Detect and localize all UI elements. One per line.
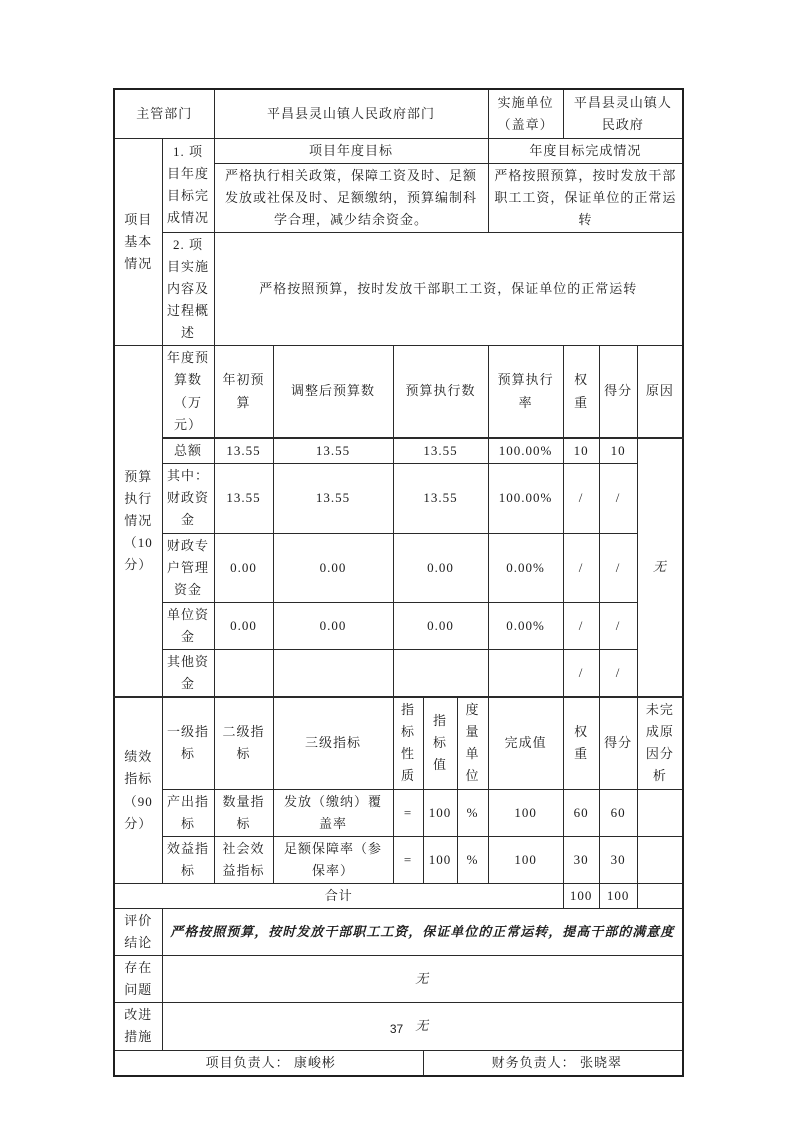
- performance-total-row: [114, 883, 683, 908]
- perf-reason: [637, 836, 683, 883]
- budget-row-label: 总额: [162, 438, 214, 464]
- budget-col-adjusted: 调整后预算数: [273, 346, 393, 438]
- budget-score: /: [599, 602, 637, 649]
- perf-col-reason: 未完成原因分析: [637, 697, 683, 789]
- perf-level3: 足额保障率（参保率）: [273, 836, 393, 883]
- improvement-label: 改进措施: [114, 1003, 162, 1050]
- budget-weight: /: [563, 649, 599, 697]
- perf-col-unit: 度量单位: [457, 697, 488, 789]
- perf-total-score: 100: [599, 883, 637, 908]
- table-row: [114, 89, 683, 138]
- budget-row-label: 单位资金: [162, 602, 214, 649]
- section-basic-info-label: 项目基本情况: [114, 138, 162, 346]
- perf-level1: 效益指标: [162, 836, 214, 883]
- perf-nature: =: [393, 836, 423, 883]
- goal-text: 严格执行相关政策，保障工资及时、足额发放或社保及时、足额缴纳，预算编制科学合理，减少结余资金。: [214, 163, 488, 232]
- budget-weight: 10: [563, 438, 599, 464]
- perf-value: 100: [488, 789, 563, 836]
- problems-label: 存在问题: [114, 956, 162, 1003]
- perf-total-weight: 100: [563, 883, 599, 908]
- perf-total-label: 合计: [114, 883, 563, 908]
- impl-row-label: 2. 项目实施内容及过程概述: [162, 232, 214, 345]
- finance-manager-label: 财务负责人：: [491, 1054, 576, 1070]
- perf-score: 60: [599, 789, 637, 836]
- goal-row-label: 1. 项目年度目标完成情况: [162, 138, 214, 232]
- perf-total-reason: [637, 883, 683, 908]
- perf-col-weight: 权重: [563, 697, 599, 789]
- performance-row-output: [114, 789, 683, 836]
- budget-adjusted: 13.55: [273, 438, 393, 464]
- perf-level3: 发放（缴纳）覆盖率: [273, 789, 393, 836]
- goal-header: 项目年度目标: [214, 138, 488, 163]
- conclusion-label: 评价结论: [114, 909, 162, 956]
- perf-level1: 产出指标: [162, 789, 214, 836]
- project-manager-cell: [114, 1050, 423, 1076]
- performance-evaluation-table: [113, 88, 684, 1077]
- budget-score: 10: [599, 438, 637, 464]
- implement-unit-value: 平昌县灵山镇人民政府: [563, 89, 683, 138]
- budget-rate: 0.00%: [488, 602, 563, 649]
- section-budget-label: 预算执行情况（10分）: [114, 346, 162, 697]
- finance-manager-name: 张晓翠: [579, 1054, 622, 1070]
- budget-rate: 100.00%: [488, 464, 563, 533]
- budget-col-rate: 预算执行率: [488, 346, 563, 438]
- budget-initial: 0.00: [214, 533, 273, 602]
- budget-header-row: [114, 346, 683, 438]
- budget-reason-value: 无: [637, 438, 683, 697]
- perf-unit: %: [457, 789, 488, 836]
- table-row: [114, 232, 683, 345]
- budget-row-special-account: [114, 533, 683, 602]
- budget-weight: /: [563, 533, 599, 602]
- page-number: 37: [389, 1022, 404, 1036]
- budget-score: /: [599, 533, 637, 602]
- perf-score: 30: [599, 836, 637, 883]
- goal-done-text: 严格按照预算，按时发放干部职工工资，保证单位的正常运转: [488, 163, 683, 232]
- perf-col-target: 指标值: [423, 697, 457, 789]
- budget-executed: 13.55: [393, 438, 488, 464]
- budget-col-executed: 预算执行数: [393, 346, 488, 438]
- budget-row-total: [114, 438, 683, 464]
- performance-row-benefit: [114, 836, 683, 883]
- project-manager-name: 康峻彬: [293, 1054, 336, 1070]
- perf-level2: 数量指标: [214, 789, 273, 836]
- budget-row-label: 其中：财政资金: [162, 464, 214, 533]
- budget-weight: /: [563, 602, 599, 649]
- perf-nature: =: [393, 789, 423, 836]
- project-manager-label: 项目负责人：: [205, 1054, 290, 1070]
- budget-initial: 13.55: [214, 464, 273, 533]
- budget-executed: 13.55: [393, 464, 488, 533]
- budget-score: /: [599, 649, 637, 697]
- budget-col-weight: 权重: [563, 346, 599, 438]
- perf-level2: 社会效益指标: [214, 836, 273, 883]
- budget-adjusted: 0.00: [273, 602, 393, 649]
- perf-weight: 60: [563, 789, 599, 836]
- perf-col-score: 得分: [599, 697, 637, 789]
- perf-target: 100: [423, 836, 457, 883]
- budget-executed: 0.00: [393, 602, 488, 649]
- perf-col-level1: 一级指标: [162, 697, 214, 789]
- budget-col-reason: 原因: [637, 346, 683, 438]
- budget-row-label: 其他资金: [162, 649, 214, 697]
- perf-target: 100: [423, 789, 457, 836]
- budget-adjusted: 0.00: [273, 533, 393, 602]
- budget-adjusted: [273, 649, 393, 697]
- perf-col-level2: 二级指标: [214, 697, 273, 789]
- perf-weight: 30: [563, 836, 599, 883]
- budget-initial: [214, 649, 273, 697]
- budget-col-initial: 年初预算: [214, 346, 273, 438]
- budget-rate: 100.00%: [488, 438, 563, 464]
- budget-row-fiscal: [114, 464, 683, 533]
- supervisor-dept-value: 平昌县灵山镇人民政府部门: [214, 89, 488, 138]
- section-performance-label: 绩效指标（90分）: [114, 697, 162, 883]
- performance-header-row: [114, 697, 683, 789]
- budget-rate: [488, 649, 563, 697]
- problems-row: [114, 956, 683, 1003]
- perf-value: 100: [488, 836, 563, 883]
- budget-initial: 13.55: [214, 438, 273, 464]
- budget-adjusted: 13.55: [273, 464, 393, 533]
- budget-row-other-funds: [114, 649, 683, 697]
- budget-row-unit-funds: [114, 602, 683, 649]
- perf-col-nature: 指标性质: [393, 697, 423, 789]
- budget-initial: 0.00: [214, 602, 273, 649]
- signatures-row: [114, 1050, 683, 1076]
- conclusion-text: 严格按照预算，按时发放干部职工工资，保证单位的正常运转，提高干部的满意度: [162, 909, 683, 956]
- perf-unit: %: [457, 836, 488, 883]
- budget-col-label: 年度预算数（万元）: [162, 346, 214, 438]
- finance-manager-cell: [423, 1050, 683, 1076]
- budget-executed: 0.00: [393, 533, 488, 602]
- improvement-text: 无: [162, 1003, 683, 1050]
- conclusion-row: [114, 909, 683, 956]
- budget-rate: 0.00%: [488, 533, 563, 602]
- problems-text: 无: [162, 956, 683, 1003]
- goal-done-header: 年度目标完成情况: [488, 138, 683, 163]
- perf-col-level3: 三级指标: [273, 697, 393, 789]
- budget-score: /: [599, 464, 637, 533]
- supervisor-dept-label: 主管部门: [114, 89, 214, 138]
- budget-row-label: 财政专户管理资金: [162, 533, 214, 602]
- budget-weight: /: [563, 464, 599, 533]
- budget-col-score: 得分: [599, 346, 637, 438]
- budget-executed: [393, 649, 488, 697]
- impl-text: 严格按照预算，按时发放干部职工工资，保证单位的正常运转: [214, 232, 683, 345]
- perf-col-value: 完成值: [488, 697, 563, 789]
- perf-reason: [637, 789, 683, 836]
- table-row: [114, 138, 683, 163]
- implement-unit-label: 实施单位（盖章）: [488, 89, 563, 138]
